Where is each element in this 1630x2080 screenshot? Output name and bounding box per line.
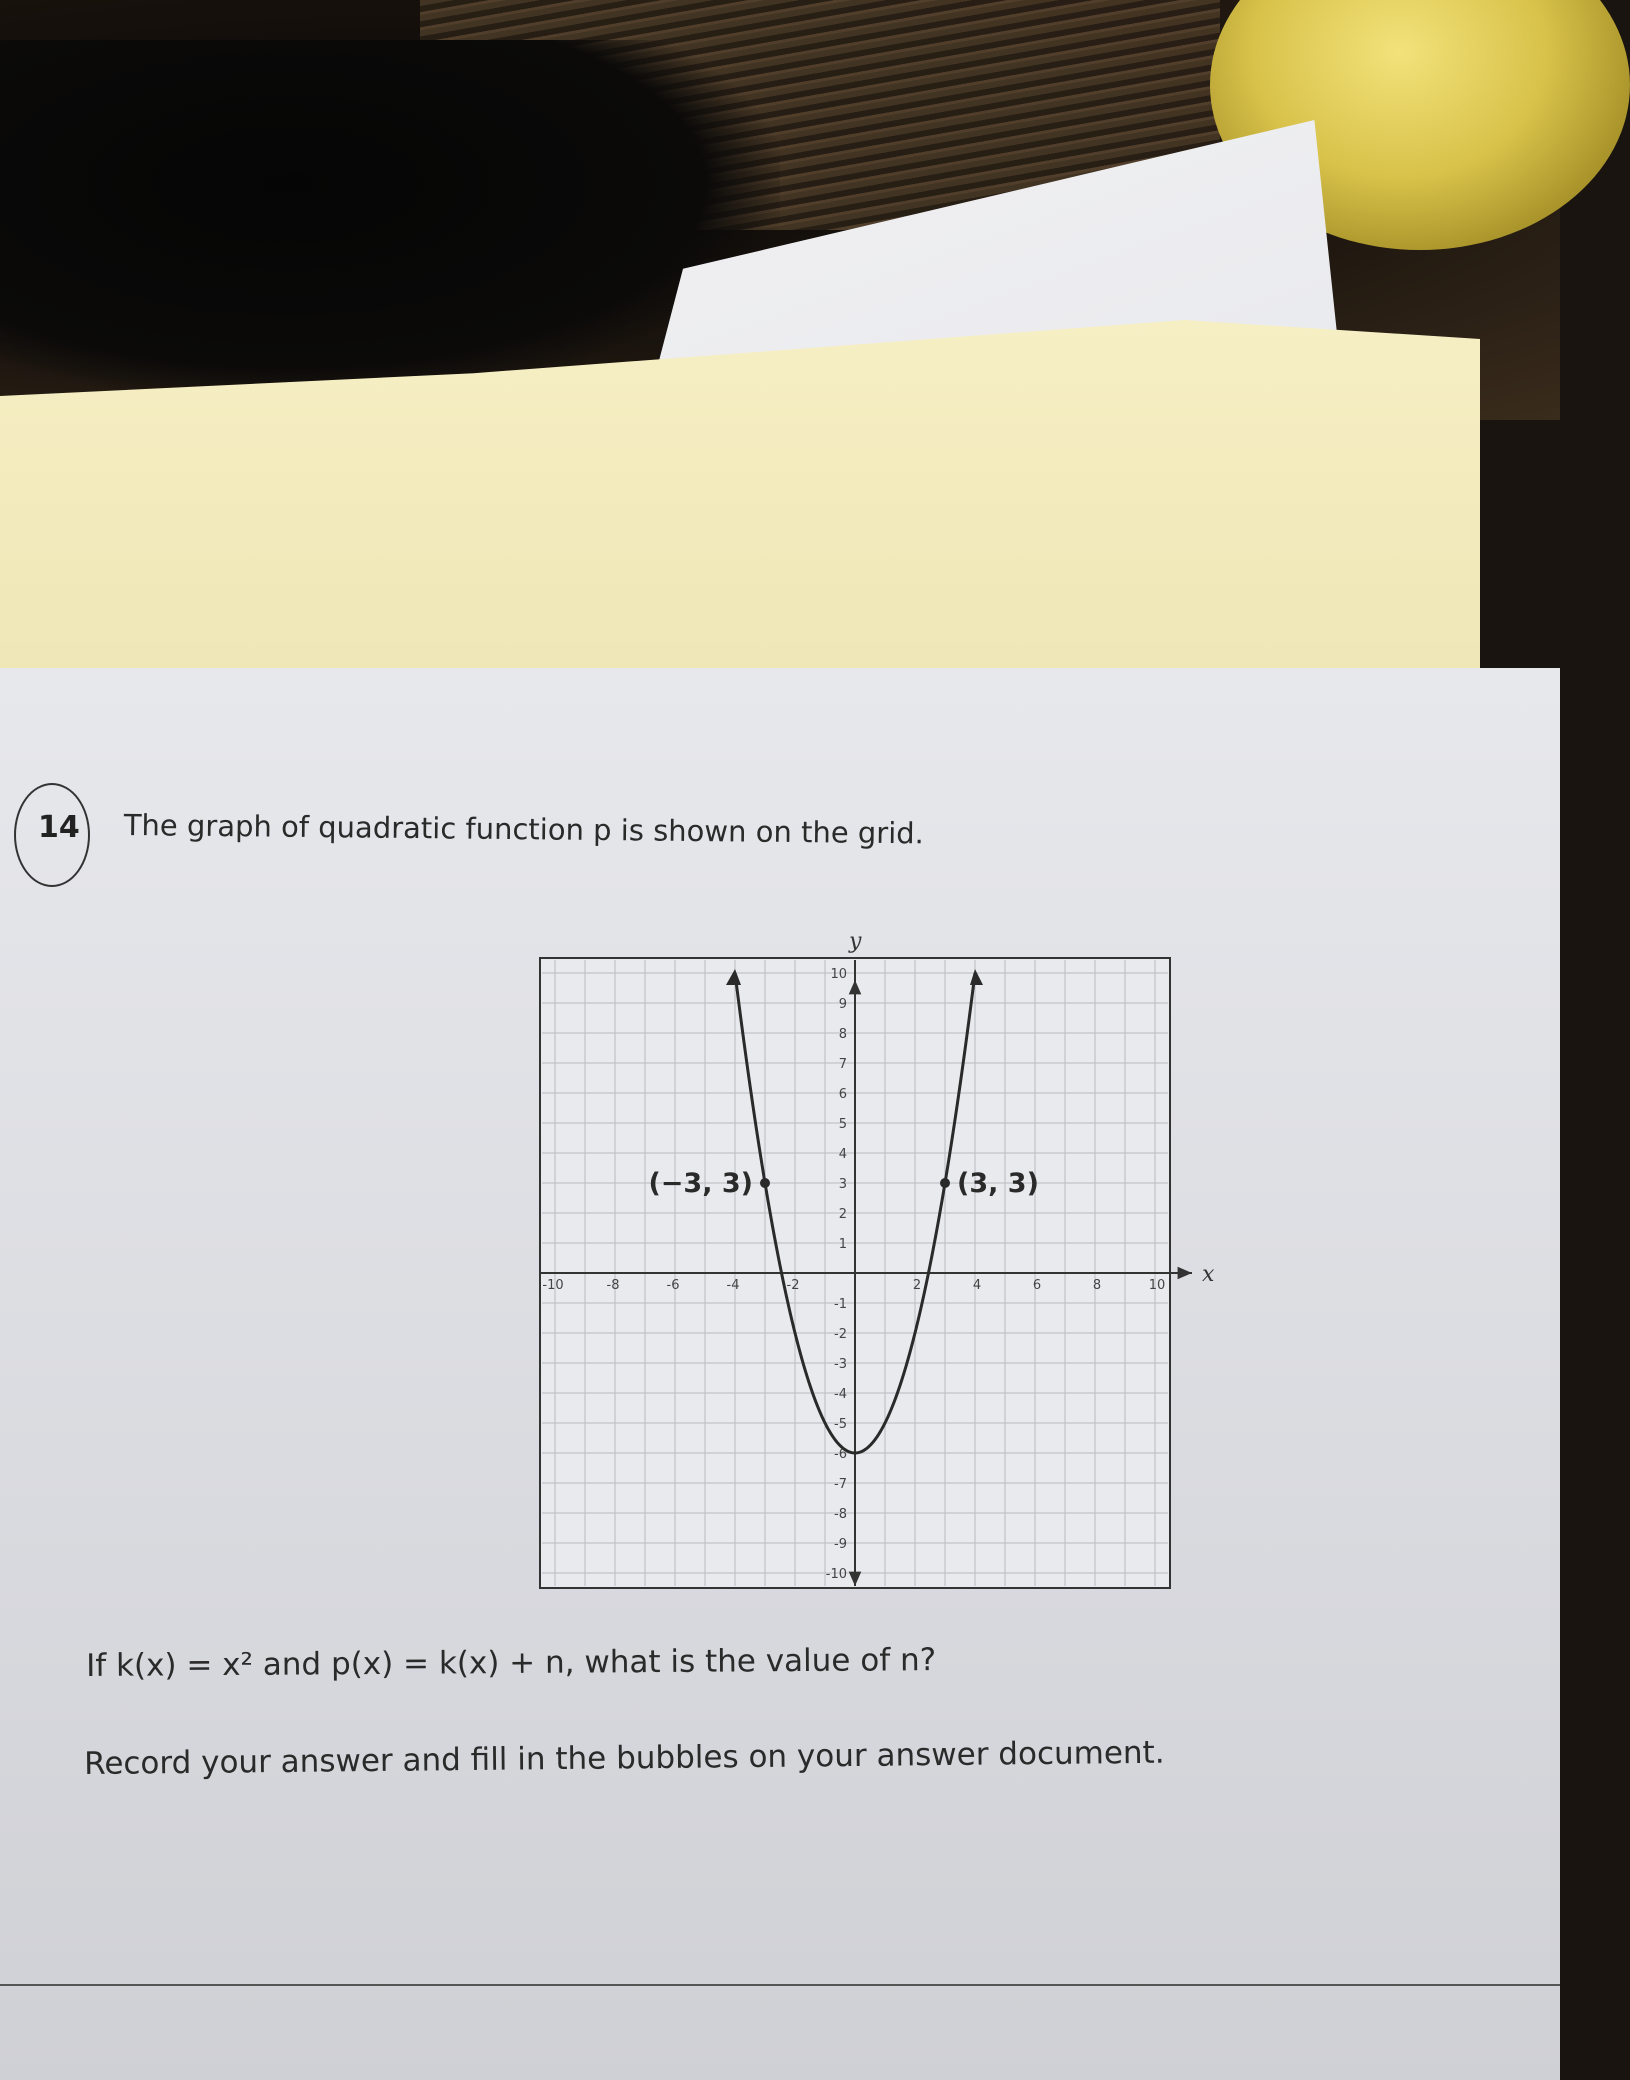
y-tick-label: 3 [838,1177,847,1192]
y-tick-label: 8 [838,1027,847,1042]
y-tick-label: -5 [834,1417,847,1432]
y-tick-label: 2 [838,1207,847,1222]
graph-svg [535,918,1215,1582]
y-tick-label: -6 [834,1447,847,1462]
y-axis-label: y [849,929,862,954]
y-tick-label: 7 [838,1057,847,1072]
x-tick-label: -4 [726,1278,740,1293]
question-number: 14 [38,810,80,845]
x-tick-label: 2 [912,1278,922,1293]
y-tick-label: 4 [838,1147,847,1162]
labeled-point [940,1178,950,1188]
x-tick-label: -6 [666,1278,680,1293]
y-tick-label: 1 [838,1237,847,1252]
point-label-left: (−3, 3) [648,1168,753,1199]
y-tick-label: 6 [838,1087,847,1102]
worksheet-page [0,668,1560,2080]
y-tick-label: -1 [834,1297,847,1312]
question-text: If k(x) = x² and p(x) = k(x) + n, what is the value of n? [86,1642,937,1684]
y-tick-label: 5 [838,1117,847,1132]
x-tick-label: 10 [1148,1278,1166,1293]
y-tick-label: -7 [834,1477,847,1492]
y-tick-label: -8 [834,1507,847,1522]
page-rule [0,1984,1560,1986]
quadratic-graph [535,918,1215,1582]
answer-instruction: Record your answer and fill in the bubbles on your answer document. [84,1734,1165,1782]
labeled-point [760,1178,770,1188]
y-tick-label: -2 [834,1327,847,1342]
y-tick-label: 10 [830,967,847,982]
y-tick-label: 9 [838,997,847,1012]
y-tick-label: -10 [825,1567,847,1582]
x-tick-label: -8 [606,1278,620,1293]
y-tick-label: -9 [834,1537,847,1552]
x-axis-label: x [1202,1262,1215,1287]
x-tick-label: -10 [542,1278,564,1293]
point-label-right: (3, 3) [957,1168,1039,1199]
x-tick-label: -2 [786,1278,800,1293]
y-tick-label: -3 [834,1357,847,1372]
x-tick-label: 6 [1032,1278,1042,1293]
x-tick-label: 8 [1092,1278,1102,1293]
y-tick-label: -4 [834,1387,847,1402]
x-tick-label: 4 [972,1278,982,1293]
question-prompt: The graph of quadratic function p is shown on the grid. [123,808,925,851]
